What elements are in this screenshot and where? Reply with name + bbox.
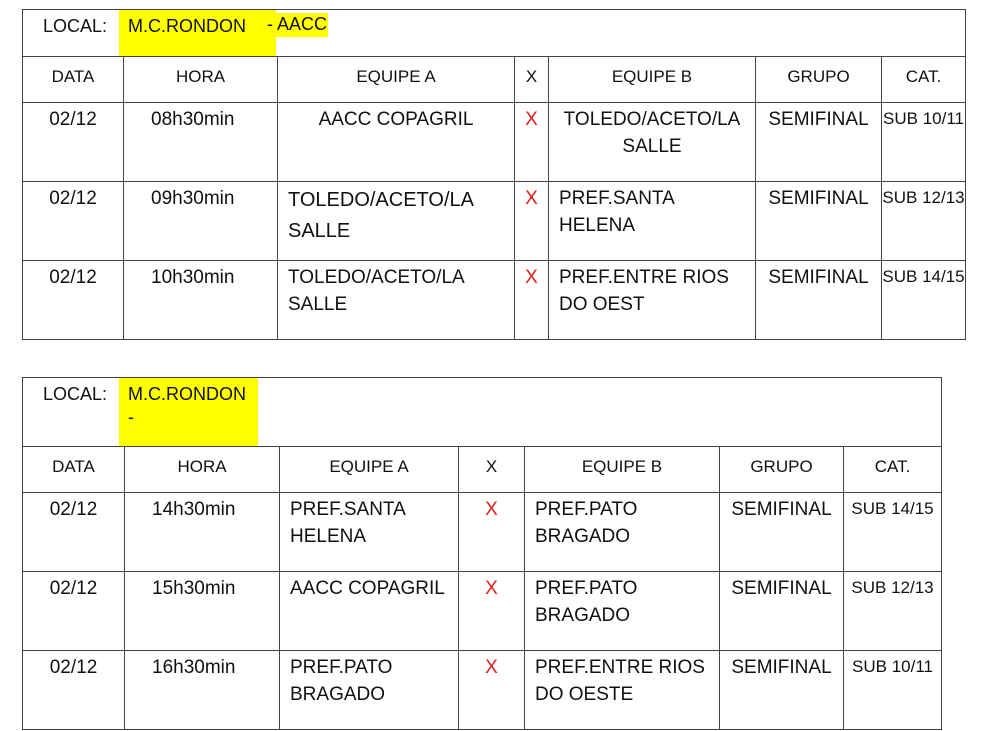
header-hora: HORA [125, 447, 280, 493]
date-cell: 02/12 [49, 188, 97, 209]
date-cell: 02/12 [49, 578, 98, 599]
table-row [23, 493, 942, 572]
group-cell: SEMIFINAL [731, 578, 832, 599]
time-cell: 10h30min [151, 267, 235, 288]
versus-mark: X [525, 109, 538, 130]
local-suffix: - AACC [267, 14, 328, 34]
local-label: LOCAL: [43, 16, 108, 36]
time-cell: 15h30min [152, 578, 236, 599]
local-label: LOCAL: [43, 384, 108, 404]
table-row [23, 103, 966, 182]
team-b-cell: PREF.SANTA HELENA [559, 188, 674, 236]
local-highlight [119, 10, 276, 56]
group-cell: SEMIFINAL [768, 188, 869, 209]
team-a-cell: AACC COPAGRIL [318, 109, 474, 130]
time-cell: 08h30min [151, 109, 235, 130]
header-grupo: GRUPO [720, 447, 844, 493]
local-value: M.C.RONDON [128, 384, 246, 404]
time-cell: 14h30min [152, 499, 236, 520]
date-cell: 02/12 [49, 109, 97, 130]
category-cell: SUB 14/15 [882, 267, 965, 286]
category-cell: SUB 10/11 [852, 657, 933, 676]
header-equipe-b: EQUIPE B [549, 57, 756, 103]
header-cat: CAT. [844, 447, 942, 493]
team-a-cell: TOLEDO/ACETO/LA SALLE [288, 267, 464, 315]
time-cell: 16h30min [152, 657, 236, 678]
versus-mark: X [485, 578, 498, 599]
header-hora: HORA [124, 57, 278, 103]
local-cell [23, 10, 966, 57]
time-cell: 09h30min [151, 188, 235, 209]
team-a-cell: PREF.SANTA HELENA [290, 499, 405, 547]
header-data: DATA [23, 447, 125, 493]
header-data: DATA [23, 57, 124, 103]
date-cell: 02/12 [49, 657, 98, 678]
header-row [23, 57, 966, 103]
table-row [23, 572, 942, 651]
category-cell: SUB 12/13 [851, 578, 934, 597]
header-x: X [459, 447, 525, 493]
group-cell: SEMIFINAL [731, 499, 832, 520]
schedule-table-1 [22, 9, 966, 340]
category-cell: SUB 14/15 [851, 499, 934, 518]
versus-mark: X [485, 499, 498, 520]
versus-mark: X [525, 267, 538, 288]
header-equipe-a: EQUIPE A [280, 447, 459, 493]
header-x: X [515, 57, 549, 103]
team-b-cell: TOLEDO/ACETO/LA SALLE [563, 109, 741, 157]
header-equipe-b: EQUIPE B [525, 447, 720, 493]
group-cell: SEMIFINAL [731, 657, 832, 678]
table-row [23, 651, 942, 730]
category-cell: SUB 12/13 [882, 188, 965, 207]
versus-mark: X [525, 188, 538, 209]
team-b-cell: PREF.PATO BRAGADO [535, 578, 638, 626]
local-suffix: - [128, 407, 134, 427]
team-b-cell: PREF.PATO BRAGADO [535, 499, 638, 547]
local-cell [23, 378, 942, 447]
header-equipe-a: EQUIPE A [278, 57, 515, 103]
local-row [23, 378, 942, 447]
date-cell: 02/12 [49, 267, 97, 288]
team-a-cell: AACC COPAGRIL [290, 578, 445, 599]
category-cell: SUB 10/11 [883, 109, 964, 128]
group-cell: SEMIFINAL [768, 109, 869, 130]
local-suffix-highlight [267, 13, 328, 37]
local-row [23, 10, 966, 57]
header-row [23, 447, 942, 493]
team-a-cell: TOLEDO/ACETO/LA SALLE [288, 189, 473, 242]
header-grupo: GRUPO [756, 57, 882, 103]
team-b-cell: PREF.ENTRE RIOS DO OEST [559, 267, 729, 315]
header-cat: CAT. [882, 57, 966, 103]
table-row [23, 261, 966, 340]
versus-mark: X [485, 657, 498, 678]
date-cell: 02/12 [49, 499, 98, 520]
local-highlight [119, 378, 258, 446]
team-a-cell: PREF.PATO BRAGADO [290, 657, 393, 705]
local-value: M.C.RONDON [128, 16, 246, 36]
table-row [23, 182, 966, 261]
schedule-table-2 [22, 377, 942, 730]
group-cell: SEMIFINAL [768, 267, 869, 288]
team-b-cell: PREF.ENTRE RIOS DO OESTE [535, 657, 705, 705]
